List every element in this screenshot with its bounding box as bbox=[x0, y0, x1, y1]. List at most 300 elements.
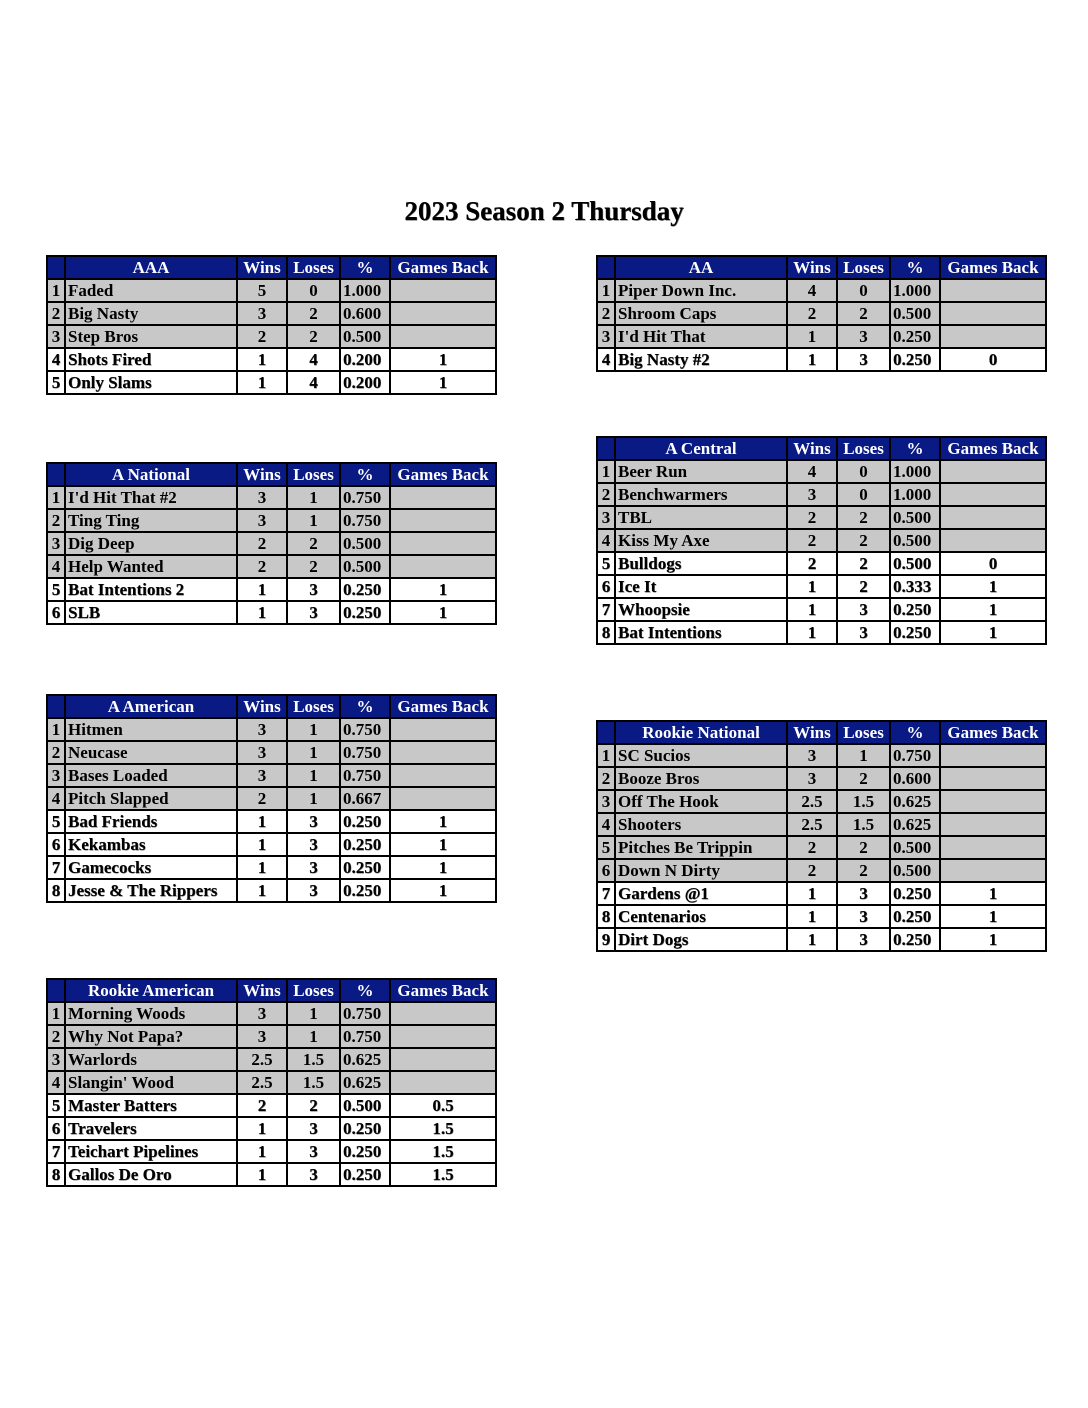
team-pct: 0.500 bbox=[340, 532, 390, 555]
team-pct: 0.250 bbox=[890, 348, 940, 371]
team-loses: 3 bbox=[837, 882, 890, 905]
team-loses: 1 bbox=[287, 1002, 340, 1025]
team-loses: 2 bbox=[837, 552, 890, 575]
team-loses: 0 bbox=[837, 460, 890, 483]
team-games-back bbox=[390, 302, 496, 325]
table-row bbox=[47, 879, 496, 902]
team-name: Gardens @1 bbox=[615, 882, 787, 905]
table-row bbox=[47, 302, 496, 325]
team-games-back bbox=[940, 460, 1046, 483]
table-row bbox=[47, 371, 496, 394]
team-pct: 0.250 bbox=[340, 1140, 390, 1163]
team-pct: 0.200 bbox=[340, 348, 390, 371]
team-games-back bbox=[390, 555, 496, 578]
team-rank: 1 bbox=[47, 718, 65, 741]
team-rank: 1 bbox=[597, 460, 615, 483]
team-games-back: 1 bbox=[390, 833, 496, 856]
rank-header bbox=[597, 256, 615, 279]
table-row bbox=[597, 859, 1046, 882]
team-pct: 0.250 bbox=[890, 928, 940, 951]
team-pct: 0.500 bbox=[890, 529, 940, 552]
standings-table-a-central bbox=[596, 436, 1047, 645]
team-pct: 1.000 bbox=[890, 460, 940, 483]
games-back-header: Games Back bbox=[940, 437, 1046, 460]
team-wins: 1 bbox=[787, 575, 837, 598]
team-pct: 0.500 bbox=[340, 325, 390, 348]
team-wins: 1 bbox=[237, 371, 287, 394]
team-pct: 0.500 bbox=[890, 506, 940, 529]
team-rank: 4 bbox=[47, 348, 65, 371]
header-row bbox=[597, 721, 1046, 744]
team-games-back: 1 bbox=[390, 856, 496, 879]
team-loses: 4 bbox=[287, 371, 340, 394]
table-row bbox=[47, 532, 496, 555]
team-name: Ice It bbox=[615, 575, 787, 598]
team-games-back: 0.5 bbox=[390, 1094, 496, 1117]
team-loses: 1 bbox=[287, 741, 340, 764]
team-rank: 4 bbox=[47, 555, 65, 578]
team-games-back bbox=[940, 859, 1046, 882]
team-rank: 4 bbox=[597, 529, 615, 552]
team-pct: 1.000 bbox=[340, 279, 390, 302]
team-rank: 7 bbox=[597, 882, 615, 905]
team-games-back bbox=[940, 790, 1046, 813]
team-rank: 5 bbox=[47, 1094, 65, 1117]
wins-header: Wins bbox=[787, 721, 837, 744]
team-games-back: 0 bbox=[940, 348, 1046, 371]
team-games-back: 1 bbox=[390, 348, 496, 371]
games-back-header: Games Back bbox=[940, 256, 1046, 279]
team-rank: 5 bbox=[597, 836, 615, 859]
team-wins: 1 bbox=[237, 601, 287, 624]
table-row bbox=[597, 767, 1046, 790]
table-row bbox=[47, 810, 496, 833]
team-games-back: 1 bbox=[940, 621, 1046, 644]
team-loses: 1 bbox=[837, 744, 890, 767]
team-loses: 3 bbox=[287, 856, 340, 879]
table-row bbox=[47, 1071, 496, 1094]
team-wins: 2.5 bbox=[787, 790, 837, 813]
team-loses: 1.5 bbox=[287, 1071, 340, 1094]
team-rank: 6 bbox=[47, 601, 65, 624]
team-wins: 1 bbox=[787, 905, 837, 928]
team-loses: 1 bbox=[287, 486, 340, 509]
team-games-back bbox=[390, 764, 496, 787]
team-games-back: 1 bbox=[390, 879, 496, 902]
wins-header: Wins bbox=[237, 463, 287, 486]
team-wins: 2 bbox=[787, 836, 837, 859]
team-pct: 0.333 bbox=[890, 575, 940, 598]
team-pct: 0.250 bbox=[340, 601, 390, 624]
table-row bbox=[47, 1140, 496, 1163]
page-title: 2023 Season 2 Thursday bbox=[404, 196, 684, 226]
standings-table-aa bbox=[596, 255, 1047, 372]
team-loses: 1 bbox=[287, 509, 340, 532]
team-games-back bbox=[390, 1025, 496, 1048]
table-row bbox=[597, 882, 1046, 905]
loses-header: Loses bbox=[837, 437, 890, 460]
team-loses: 3 bbox=[287, 1163, 340, 1186]
team-loses: 2 bbox=[287, 302, 340, 325]
team-rank: 2 bbox=[47, 741, 65, 764]
wins-header: Wins bbox=[237, 979, 287, 1002]
team-name: Gallos De Oro bbox=[65, 1163, 237, 1186]
table-row bbox=[597, 325, 1046, 348]
team-wins: 2 bbox=[237, 555, 287, 578]
team-wins: 3 bbox=[237, 302, 287, 325]
team-wins: 2.5 bbox=[787, 813, 837, 836]
header-row bbox=[597, 256, 1046, 279]
team-name: Kiss My Axe bbox=[615, 529, 787, 552]
team-pct: 0.750 bbox=[890, 744, 940, 767]
team-pct: 0.500 bbox=[890, 859, 940, 882]
team-rank: 3 bbox=[47, 532, 65, 555]
team-wins: 3 bbox=[237, 1002, 287, 1025]
team-pct: 0.250 bbox=[890, 882, 940, 905]
games-back-header: Games Back bbox=[390, 695, 496, 718]
team-rank: 6 bbox=[47, 833, 65, 856]
team-rank: 5 bbox=[47, 810, 65, 833]
team-wins: 1 bbox=[787, 621, 837, 644]
pct-header: % bbox=[890, 437, 940, 460]
team-pct: 0.750 bbox=[340, 718, 390, 741]
header-row bbox=[597, 437, 1046, 460]
rank-header bbox=[597, 437, 615, 460]
loses-header: Loses bbox=[837, 721, 890, 744]
team-wins: 1 bbox=[237, 879, 287, 902]
table-row bbox=[597, 905, 1046, 928]
team-rank: 7 bbox=[47, 856, 65, 879]
team-wins: 1 bbox=[237, 348, 287, 371]
table-row bbox=[597, 506, 1046, 529]
team-loses: 3 bbox=[837, 621, 890, 644]
team-wins: 2 bbox=[787, 302, 837, 325]
team-name: Faded bbox=[65, 279, 237, 302]
team-name: Big Nasty #2 bbox=[615, 348, 787, 371]
team-games-back bbox=[390, 1002, 496, 1025]
team-rank: 5 bbox=[47, 578, 65, 601]
team-wins: 2 bbox=[237, 532, 287, 555]
standings-table-rookie-national bbox=[596, 720, 1047, 952]
team-name: Centenarios bbox=[615, 905, 787, 928]
team-rank: 6 bbox=[597, 859, 615, 882]
team-games-back: 1 bbox=[390, 810, 496, 833]
team-loses: 1.5 bbox=[837, 813, 890, 836]
loses-header: Loses bbox=[837, 256, 890, 279]
team-wins: 2 bbox=[787, 506, 837, 529]
table-row bbox=[597, 621, 1046, 644]
header-row bbox=[47, 979, 496, 1002]
table-row bbox=[597, 348, 1046, 371]
team-wins: 1 bbox=[787, 348, 837, 371]
team-wins: 1 bbox=[237, 1140, 287, 1163]
header-row bbox=[47, 695, 496, 718]
team-name: Pitches Be Trippin bbox=[615, 836, 787, 859]
table-row bbox=[47, 555, 496, 578]
team-wins: 3 bbox=[237, 1025, 287, 1048]
team-loses: 4 bbox=[287, 348, 340, 371]
team-rank: 4 bbox=[597, 348, 615, 371]
table-row bbox=[47, 1163, 496, 1186]
division-name: Rookie American bbox=[65, 979, 237, 1002]
team-rank: 2 bbox=[597, 483, 615, 506]
team-rank: 3 bbox=[47, 764, 65, 787]
team-wins: 1 bbox=[787, 882, 837, 905]
team-pct: 0.625 bbox=[890, 790, 940, 813]
team-wins: 3 bbox=[237, 764, 287, 787]
team-name: Booze Bros bbox=[615, 767, 787, 790]
header-row bbox=[47, 256, 496, 279]
table-row bbox=[597, 813, 1046, 836]
team-games-back bbox=[390, 1048, 496, 1071]
team-pct: 0.500 bbox=[890, 836, 940, 859]
team-games-back: 1 bbox=[940, 928, 1046, 951]
team-name: Jesse & The Rippers bbox=[65, 879, 237, 902]
team-games-back bbox=[940, 302, 1046, 325]
team-games-back bbox=[940, 813, 1046, 836]
team-games-back bbox=[390, 718, 496, 741]
team-pct: 1.000 bbox=[890, 483, 940, 506]
team-games-back bbox=[940, 506, 1046, 529]
games-back-header: Games Back bbox=[390, 463, 496, 486]
table-row bbox=[597, 836, 1046, 859]
team-wins: 4 bbox=[787, 279, 837, 302]
team-name: Hitmen bbox=[65, 718, 237, 741]
team-games-back: 1 bbox=[390, 578, 496, 601]
team-loses: 1 bbox=[287, 718, 340, 741]
team-loses: 3 bbox=[837, 348, 890, 371]
table-row bbox=[47, 741, 496, 764]
division-name: AAA bbox=[65, 256, 237, 279]
team-name: Neucase bbox=[65, 741, 237, 764]
team-rank: 6 bbox=[47, 1117, 65, 1140]
team-name: Slangin' Wood bbox=[65, 1071, 237, 1094]
team-rank: 3 bbox=[47, 325, 65, 348]
standings-table-aaa bbox=[46, 255, 497, 395]
team-loses: 3 bbox=[287, 1140, 340, 1163]
team-name: Help Wanted bbox=[65, 555, 237, 578]
wins-header: Wins bbox=[237, 256, 287, 279]
team-rank: 1 bbox=[597, 744, 615, 767]
team-rank: 9 bbox=[597, 928, 615, 951]
team-name: Only Slams bbox=[65, 371, 237, 394]
team-rank: 6 bbox=[597, 575, 615, 598]
pct-header: % bbox=[340, 695, 390, 718]
table-row bbox=[47, 509, 496, 532]
team-loses: 3 bbox=[287, 578, 340, 601]
team-name: Warlords bbox=[65, 1048, 237, 1071]
team-name: Why Not Papa? bbox=[65, 1025, 237, 1048]
team-name: Shots Fired bbox=[65, 348, 237, 371]
team-games-back: 1 bbox=[940, 575, 1046, 598]
table-row bbox=[597, 483, 1046, 506]
team-loses: 0 bbox=[837, 483, 890, 506]
team-games-back: 1.5 bbox=[390, 1140, 496, 1163]
team-games-back bbox=[940, 529, 1046, 552]
team-pct: 0.500 bbox=[890, 302, 940, 325]
team-name: Travelers bbox=[65, 1117, 237, 1140]
team-games-back bbox=[390, 279, 496, 302]
team-rank: 3 bbox=[47, 1048, 65, 1071]
team-rank: 1 bbox=[47, 1002, 65, 1025]
team-games-back bbox=[390, 532, 496, 555]
team-pct: 0.750 bbox=[340, 486, 390, 509]
team-wins: 1 bbox=[237, 1163, 287, 1186]
team-loses: 2 bbox=[837, 859, 890, 882]
team-rank: 8 bbox=[47, 879, 65, 902]
team-pct: 0.500 bbox=[340, 1094, 390, 1117]
table-row bbox=[47, 1002, 496, 1025]
team-games-back: 1 bbox=[390, 371, 496, 394]
standings-table-a-national bbox=[46, 462, 497, 625]
team-rank: 8 bbox=[47, 1163, 65, 1186]
table-row bbox=[47, 325, 496, 348]
team-pct: 0.250 bbox=[340, 810, 390, 833]
team-loses: 3 bbox=[287, 601, 340, 624]
team-loses: 2 bbox=[837, 575, 890, 598]
team-loses: 1.5 bbox=[287, 1048, 340, 1071]
team-games-back bbox=[940, 483, 1046, 506]
team-pct: 0.250 bbox=[890, 598, 940, 621]
table-row bbox=[47, 787, 496, 810]
team-loses: 2 bbox=[287, 532, 340, 555]
team-name: SLB bbox=[65, 601, 237, 624]
team-pct: 0.667 bbox=[340, 787, 390, 810]
pct-header: % bbox=[340, 256, 390, 279]
rank-header bbox=[47, 979, 65, 1002]
division-name: A Central bbox=[615, 437, 787, 460]
team-pct: 0.250 bbox=[890, 621, 940, 644]
team-pct: 0.750 bbox=[340, 1025, 390, 1048]
team-rank: 4 bbox=[47, 1071, 65, 1094]
wins-header: Wins bbox=[787, 437, 837, 460]
team-name: Benchwarmers bbox=[615, 483, 787, 506]
team-rank: 5 bbox=[47, 371, 65, 394]
team-name: Beer Run bbox=[615, 460, 787, 483]
team-rank: 5 bbox=[597, 552, 615, 575]
team-name: Pitch Slapped bbox=[65, 787, 237, 810]
team-name: Ting Ting bbox=[65, 509, 237, 532]
team-pct: 0.750 bbox=[340, 509, 390, 532]
team-rank: 1 bbox=[47, 486, 65, 509]
team-wins: 1 bbox=[237, 1117, 287, 1140]
team-games-back bbox=[390, 325, 496, 348]
team-wins: 2.5 bbox=[237, 1048, 287, 1071]
team-name: Bulldogs bbox=[615, 552, 787, 575]
team-name: Down N Dirty bbox=[615, 859, 787, 882]
team-loses: 1.5 bbox=[837, 790, 890, 813]
team-name: Bad Friends bbox=[65, 810, 237, 833]
team-loses: 2 bbox=[837, 506, 890, 529]
team-wins: 4 bbox=[787, 460, 837, 483]
team-loses: 2 bbox=[837, 529, 890, 552]
division-name: A American bbox=[65, 695, 237, 718]
team-wins: 5 bbox=[237, 279, 287, 302]
table-row bbox=[47, 718, 496, 741]
team-games-back bbox=[940, 767, 1046, 790]
team-pct: 0.500 bbox=[340, 555, 390, 578]
team-pct: 1.000 bbox=[890, 279, 940, 302]
pct-header: % bbox=[340, 463, 390, 486]
team-pct: 0.250 bbox=[890, 905, 940, 928]
loses-header: Loses bbox=[287, 256, 340, 279]
team-wins: 3 bbox=[787, 744, 837, 767]
team-pct: 0.250 bbox=[890, 325, 940, 348]
team-games-back bbox=[390, 787, 496, 810]
team-name: TBL bbox=[615, 506, 787, 529]
team-name: Master Batters bbox=[65, 1094, 237, 1117]
team-wins: 1 bbox=[787, 598, 837, 621]
team-wins: 1 bbox=[237, 833, 287, 856]
team-name: Dirt Dogs bbox=[615, 928, 787, 951]
team-loses: 1 bbox=[287, 1025, 340, 1048]
team-name: Dig Deep bbox=[65, 532, 237, 555]
team-loses: 2 bbox=[287, 325, 340, 348]
team-games-back bbox=[390, 741, 496, 764]
team-pct: 0.250 bbox=[340, 578, 390, 601]
team-wins: 1 bbox=[787, 928, 837, 951]
pct-header: % bbox=[340, 979, 390, 1002]
team-wins: 3 bbox=[237, 741, 287, 764]
team-rank: 7 bbox=[47, 1140, 65, 1163]
team-games-back: 0 bbox=[940, 552, 1046, 575]
team-wins: 1 bbox=[787, 325, 837, 348]
team-loses: 1 bbox=[287, 764, 340, 787]
team-name: SC Sucios bbox=[615, 744, 787, 767]
team-wins: 1 bbox=[237, 856, 287, 879]
table-row bbox=[597, 598, 1046, 621]
table-row bbox=[47, 1117, 496, 1140]
table-row bbox=[597, 460, 1046, 483]
loses-header: Loses bbox=[287, 463, 340, 486]
team-loses: 3 bbox=[287, 1117, 340, 1140]
team-rank: 8 bbox=[597, 621, 615, 644]
team-pct: 0.250 bbox=[340, 1163, 390, 1186]
team-loses: 3 bbox=[287, 879, 340, 902]
team-name: Whoopsie bbox=[615, 598, 787, 621]
team-rank: 4 bbox=[597, 813, 615, 836]
team-games-back bbox=[940, 836, 1046, 859]
table-row bbox=[597, 279, 1046, 302]
team-loses: 3 bbox=[837, 325, 890, 348]
team-games-back: 1 bbox=[390, 601, 496, 624]
wins-header: Wins bbox=[787, 256, 837, 279]
team-games-back bbox=[390, 486, 496, 509]
team-games-back bbox=[940, 325, 1046, 348]
table-row bbox=[47, 578, 496, 601]
team-pct: 0.625 bbox=[890, 813, 940, 836]
team-rank: 1 bbox=[597, 279, 615, 302]
division-name: AA bbox=[615, 256, 787, 279]
team-loses: 2 bbox=[837, 302, 890, 325]
team-pct: 0.625 bbox=[340, 1071, 390, 1094]
team-rank: 2 bbox=[597, 767, 615, 790]
team-loses: 1 bbox=[287, 787, 340, 810]
team-pct: 0.750 bbox=[340, 764, 390, 787]
team-name: Shooters bbox=[615, 813, 787, 836]
team-name: Gamecocks bbox=[65, 856, 237, 879]
header-row bbox=[47, 463, 496, 486]
standings-table-rookie-american bbox=[46, 978, 497, 1187]
team-loses: 2 bbox=[287, 555, 340, 578]
team-wins: 2 bbox=[787, 859, 837, 882]
team-name: Step Bros bbox=[65, 325, 237, 348]
team-games-back: 1 bbox=[940, 905, 1046, 928]
team-wins: 1 bbox=[237, 810, 287, 833]
table-row bbox=[597, 928, 1046, 951]
team-name: I'd Hit That bbox=[615, 325, 787, 348]
pct-header: % bbox=[890, 256, 940, 279]
